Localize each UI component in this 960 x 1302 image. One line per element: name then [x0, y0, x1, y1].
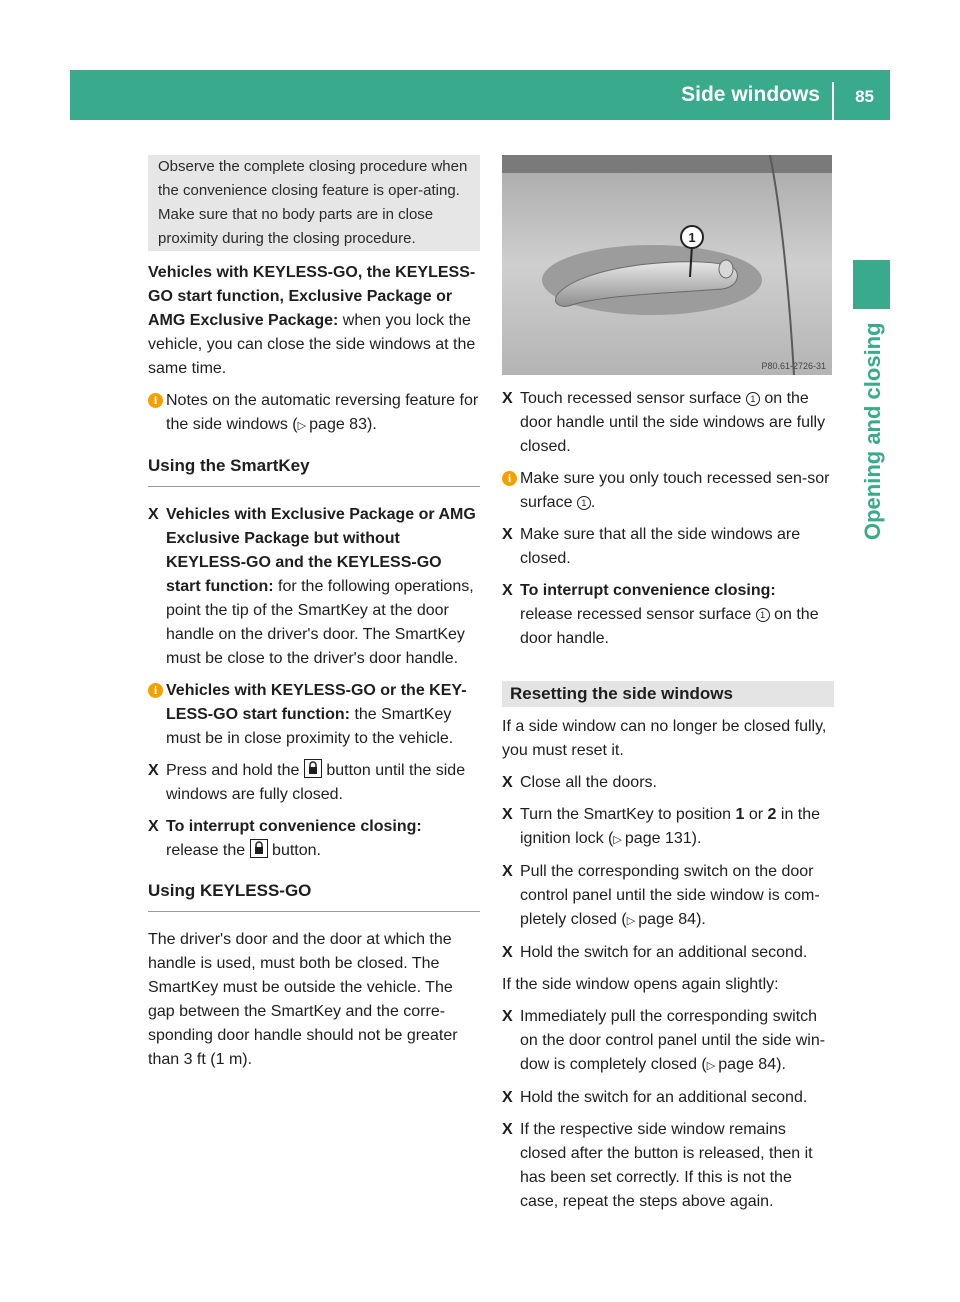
page-ref-arrow-icon: ▷: [297, 420, 310, 432]
info-note-text: Make sure you only touch recessed sen-sor surface: [520, 470, 830, 511]
step-marker-icon: X: [502, 1089, 513, 1106]
step-item: [502, 860, 834, 933]
page-number: 85: [855, 87, 874, 106]
page-ref-link[interactable]: page 84: [638, 911, 697, 928]
step-item: [148, 759, 480, 807]
step-text: Make sure that all the side windows are closed.: [520, 526, 801, 567]
reset-intro: If a side window can no longer be closed fully, you must reset it.: [502, 718, 827, 759]
warning-text: Observe the complete closing procedure when the convenience closing feature is oper-ating. Make sure that no body parts are in close proximity during the closing procedure.: [158, 158, 468, 247]
page-ref-arrow-icon: ▷: [706, 1060, 719, 1072]
step-text-pre: Press and hold the: [166, 762, 304, 779]
step-marker-icon: X: [148, 818, 159, 835]
page-ref-arrow-icon: ▷: [626, 915, 639, 927]
step-item: [148, 815, 480, 863]
chapter-tab-marker: [853, 260, 890, 309]
info-icon: i: [502, 471, 517, 486]
step-marker-icon: X: [502, 863, 513, 880]
step-text: Pull the corresponding switch on the door control panel until the side window is com-pletely closed (: [520, 863, 820, 928]
keyless-intro-text: when you lock the vehicle, you can close the side windows at the same time.: [148, 312, 476, 377]
step-item: [502, 771, 834, 795]
step-marker-icon: X: [502, 390, 513, 407]
step-text-pre: Touch recessed sensor surface: [520, 390, 746, 407]
info-icon: i: [148, 393, 163, 408]
info-note-sensor: [502, 467, 834, 515]
info-note-text: Notes on the automatic reversing feature for the side windows (: [166, 392, 479, 433]
step-marker-icon: X: [502, 774, 513, 791]
step-text-post: on the door handle until the side windows are fully closed.: [520, 390, 826, 455]
door-handle-figure: [502, 155, 832, 375]
info-note-end: ).: [366, 416, 377, 433]
keyless-intro-bold: Vehicles with KEYLESS-GO, the KEYLESS-GO start function, Exclusive Package or AMG Exclusive Package:: [148, 264, 476, 329]
step-item: [502, 1005, 834, 1078]
step-marker-icon: X: [502, 526, 513, 543]
step-text-post: on the door handle.: [520, 606, 819, 647]
step-item: [502, 523, 834, 571]
step-item: [502, 941, 834, 965]
header-title: Side windows: [681, 83, 820, 106]
step-item: [502, 579, 834, 651]
step-marker-icon: X: [502, 806, 513, 823]
left-column: [148, 155, 480, 1072]
step-text: Hold the switch for an additional second.: [520, 1089, 808, 1106]
step-text: Immediately pull the corresponding switch on the door control panel until the side win-dow is completely closed (: [520, 1008, 826, 1073]
step-text-pre: release recessed sensor surface: [520, 606, 756, 623]
keyless-intro-paragraph: [148, 261, 480, 381]
step-marker-icon: X: [502, 1008, 513, 1025]
page-ref-arrow-icon: ▷: [613, 834, 625, 846]
step-text-post: button until the side windows are fully closed.: [166, 762, 466, 803]
info-note-reversing: [148, 389, 480, 438]
step-text-post: button.: [267, 842, 321, 859]
lock-button-icon: [250, 839, 268, 858]
page-ref-link[interactable]: page 131: [624, 830, 692, 847]
step-item: [148, 503, 480, 671]
step-item: [502, 803, 834, 852]
position-1: 1: [735, 806, 745, 823]
section-heading-smartkey: Using the SmartKey: [148, 454, 480, 487]
page-ref-link[interactable]: page 83: [309, 416, 367, 433]
step-text-end: ).: [696, 911, 706, 928]
warning-box: [148, 155, 480, 251]
info-note-end: .: [590, 494, 596, 511]
sensor-callout-icon: 1: [577, 496, 591, 510]
step-marker-icon: X: [148, 762, 159, 779]
if-opens-text: If the side window opens again slightly:: [502, 976, 779, 993]
section-heading-keyless: Using KEYLESS-GO: [148, 879, 480, 912]
step-text-mid: in the ignition lock (: [520, 806, 821, 847]
step-text: Hold the switch for an additional second.: [520, 944, 808, 961]
door-handle-illustration: [502, 155, 832, 375]
step-marker-icon: X: [148, 506, 159, 523]
step-item: [502, 387, 834, 459]
step-text: for the following operations, point the tip of the SmartKey at the door handle on the driver's door. The SmartKey must be close to the driver's door handle.: [166, 578, 474, 667]
page-ref-link[interactable]: page 84: [718, 1056, 777, 1073]
step-text-pre: Turn the SmartKey to position: [520, 806, 736, 823]
step-text-pre: release the: [166, 842, 250, 859]
chapter-label: Opening and closing: [860, 322, 885, 540]
step-text-end: ).: [776, 1056, 786, 1073]
info-icon: i: [148, 683, 163, 698]
callout-number: 1: [688, 230, 696, 245]
info-note-keyless: [148, 679, 480, 751]
step-text: If the respective side window remains closed after the button is released, then it has been set correctly. If this is not the case, repeat the steps above again.: [520, 1121, 813, 1210]
step-bold: Vehicles with Exclusive Package or AMG Exclusive Package but without KEYLESS-GO and the KEYLESS-GO start function:: [166, 506, 476, 595]
figure-code: P80.61-2726-31: [761, 361, 826, 371]
step-item: [502, 1118, 834, 1214]
step-marker-icon: X: [502, 1121, 513, 1138]
right-column: [502, 155, 834, 1214]
step-bold: To interrupt convenience closing:: [520, 582, 776, 599]
info-note-bold: Vehicles with KEYLESS-GO or the KEY-LESS-GO start function:: [166, 682, 467, 723]
step-marker-icon: X: [502, 582, 513, 599]
sensor-callout-icon: 1: [746, 392, 760, 406]
step-marker-icon: X: [502, 944, 513, 961]
section-heading-reset: Resetting the side windows: [502, 681, 834, 707]
step-bold: To interrupt convenience closing:: [166, 818, 422, 835]
step-text-or: or: [744, 806, 768, 823]
keyless-paragraph: The driver's door and the door at which the handle is used, must both be closed. The SmartKey must be outside the vehicle. The gap between the SmartKey and the corre-sponding door handle should not be greater than 3 ft (1 m).: [148, 931, 458, 1068]
step-item: [502, 1086, 834, 1110]
lock-button-icon: [304, 759, 322, 778]
header-divider: [832, 82, 834, 120]
step-text: Close all the doors.: [520, 774, 657, 791]
info-note-text: the SmartKey must be in close proximity to the vehicle.: [166, 706, 454, 747]
step-text-end: ).: [691, 830, 702, 847]
sensor-callout-icon: 1: [756, 608, 770, 622]
page-header: [70, 70, 890, 120]
position-2: 2: [767, 806, 777, 823]
